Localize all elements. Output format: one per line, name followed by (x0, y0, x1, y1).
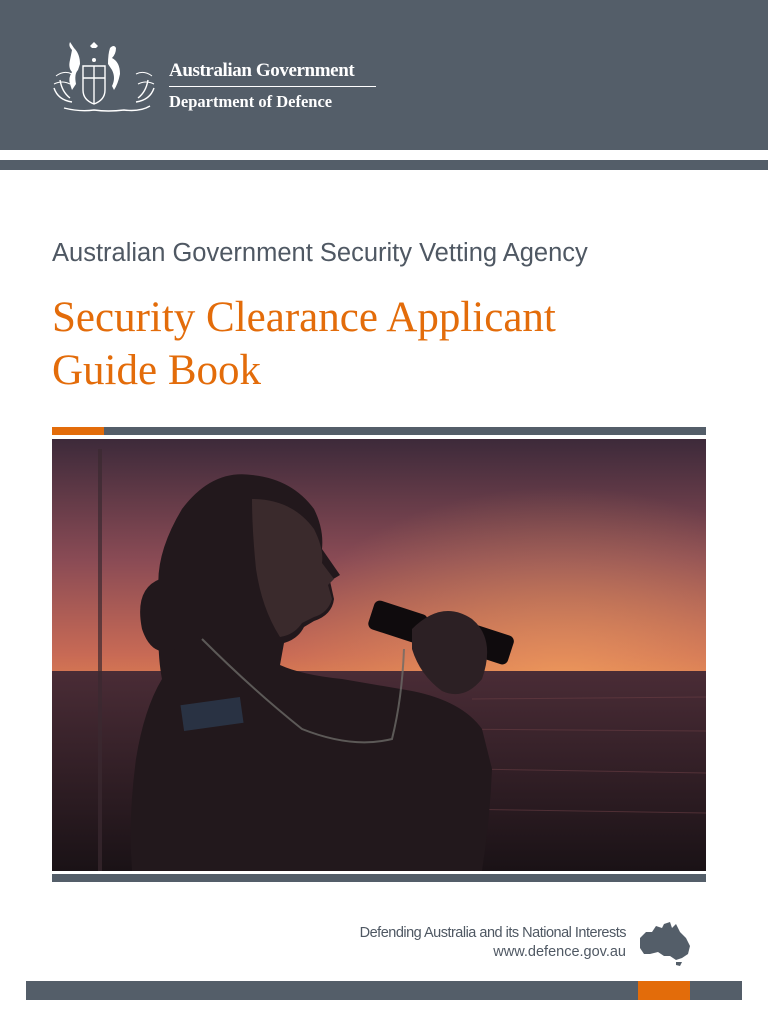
title-line-1: Security Clearance Applicant (52, 294, 556, 341)
header-banner (0, 0, 768, 150)
agency-name: Australian Government Security Vetting Agency (52, 239, 588, 267)
photo-bottom-rule (52, 874, 706, 882)
photo-top-rule (52, 427, 706, 435)
department-name: Department of Defence (169, 92, 333, 111)
footer-tagline: Defending Australia and its National Interests (359, 925, 626, 941)
logo-divider (169, 86, 376, 87)
cover-photo (52, 439, 706, 871)
document-title (52, 291, 732, 397)
website-link[interactable]: www.defence.gov.au (493, 944, 626, 960)
australia-map-icon (636, 920, 692, 966)
title-line-2: Guide Book (52, 347, 262, 394)
coat-of-arms-icon (50, 40, 160, 116)
government-name: Australian Government (169, 60, 355, 81)
photo-top-accent (52, 427, 104, 435)
header-divider-band (0, 160, 768, 170)
footer-accent (638, 981, 690, 1000)
footer-bar (26, 981, 742, 1000)
